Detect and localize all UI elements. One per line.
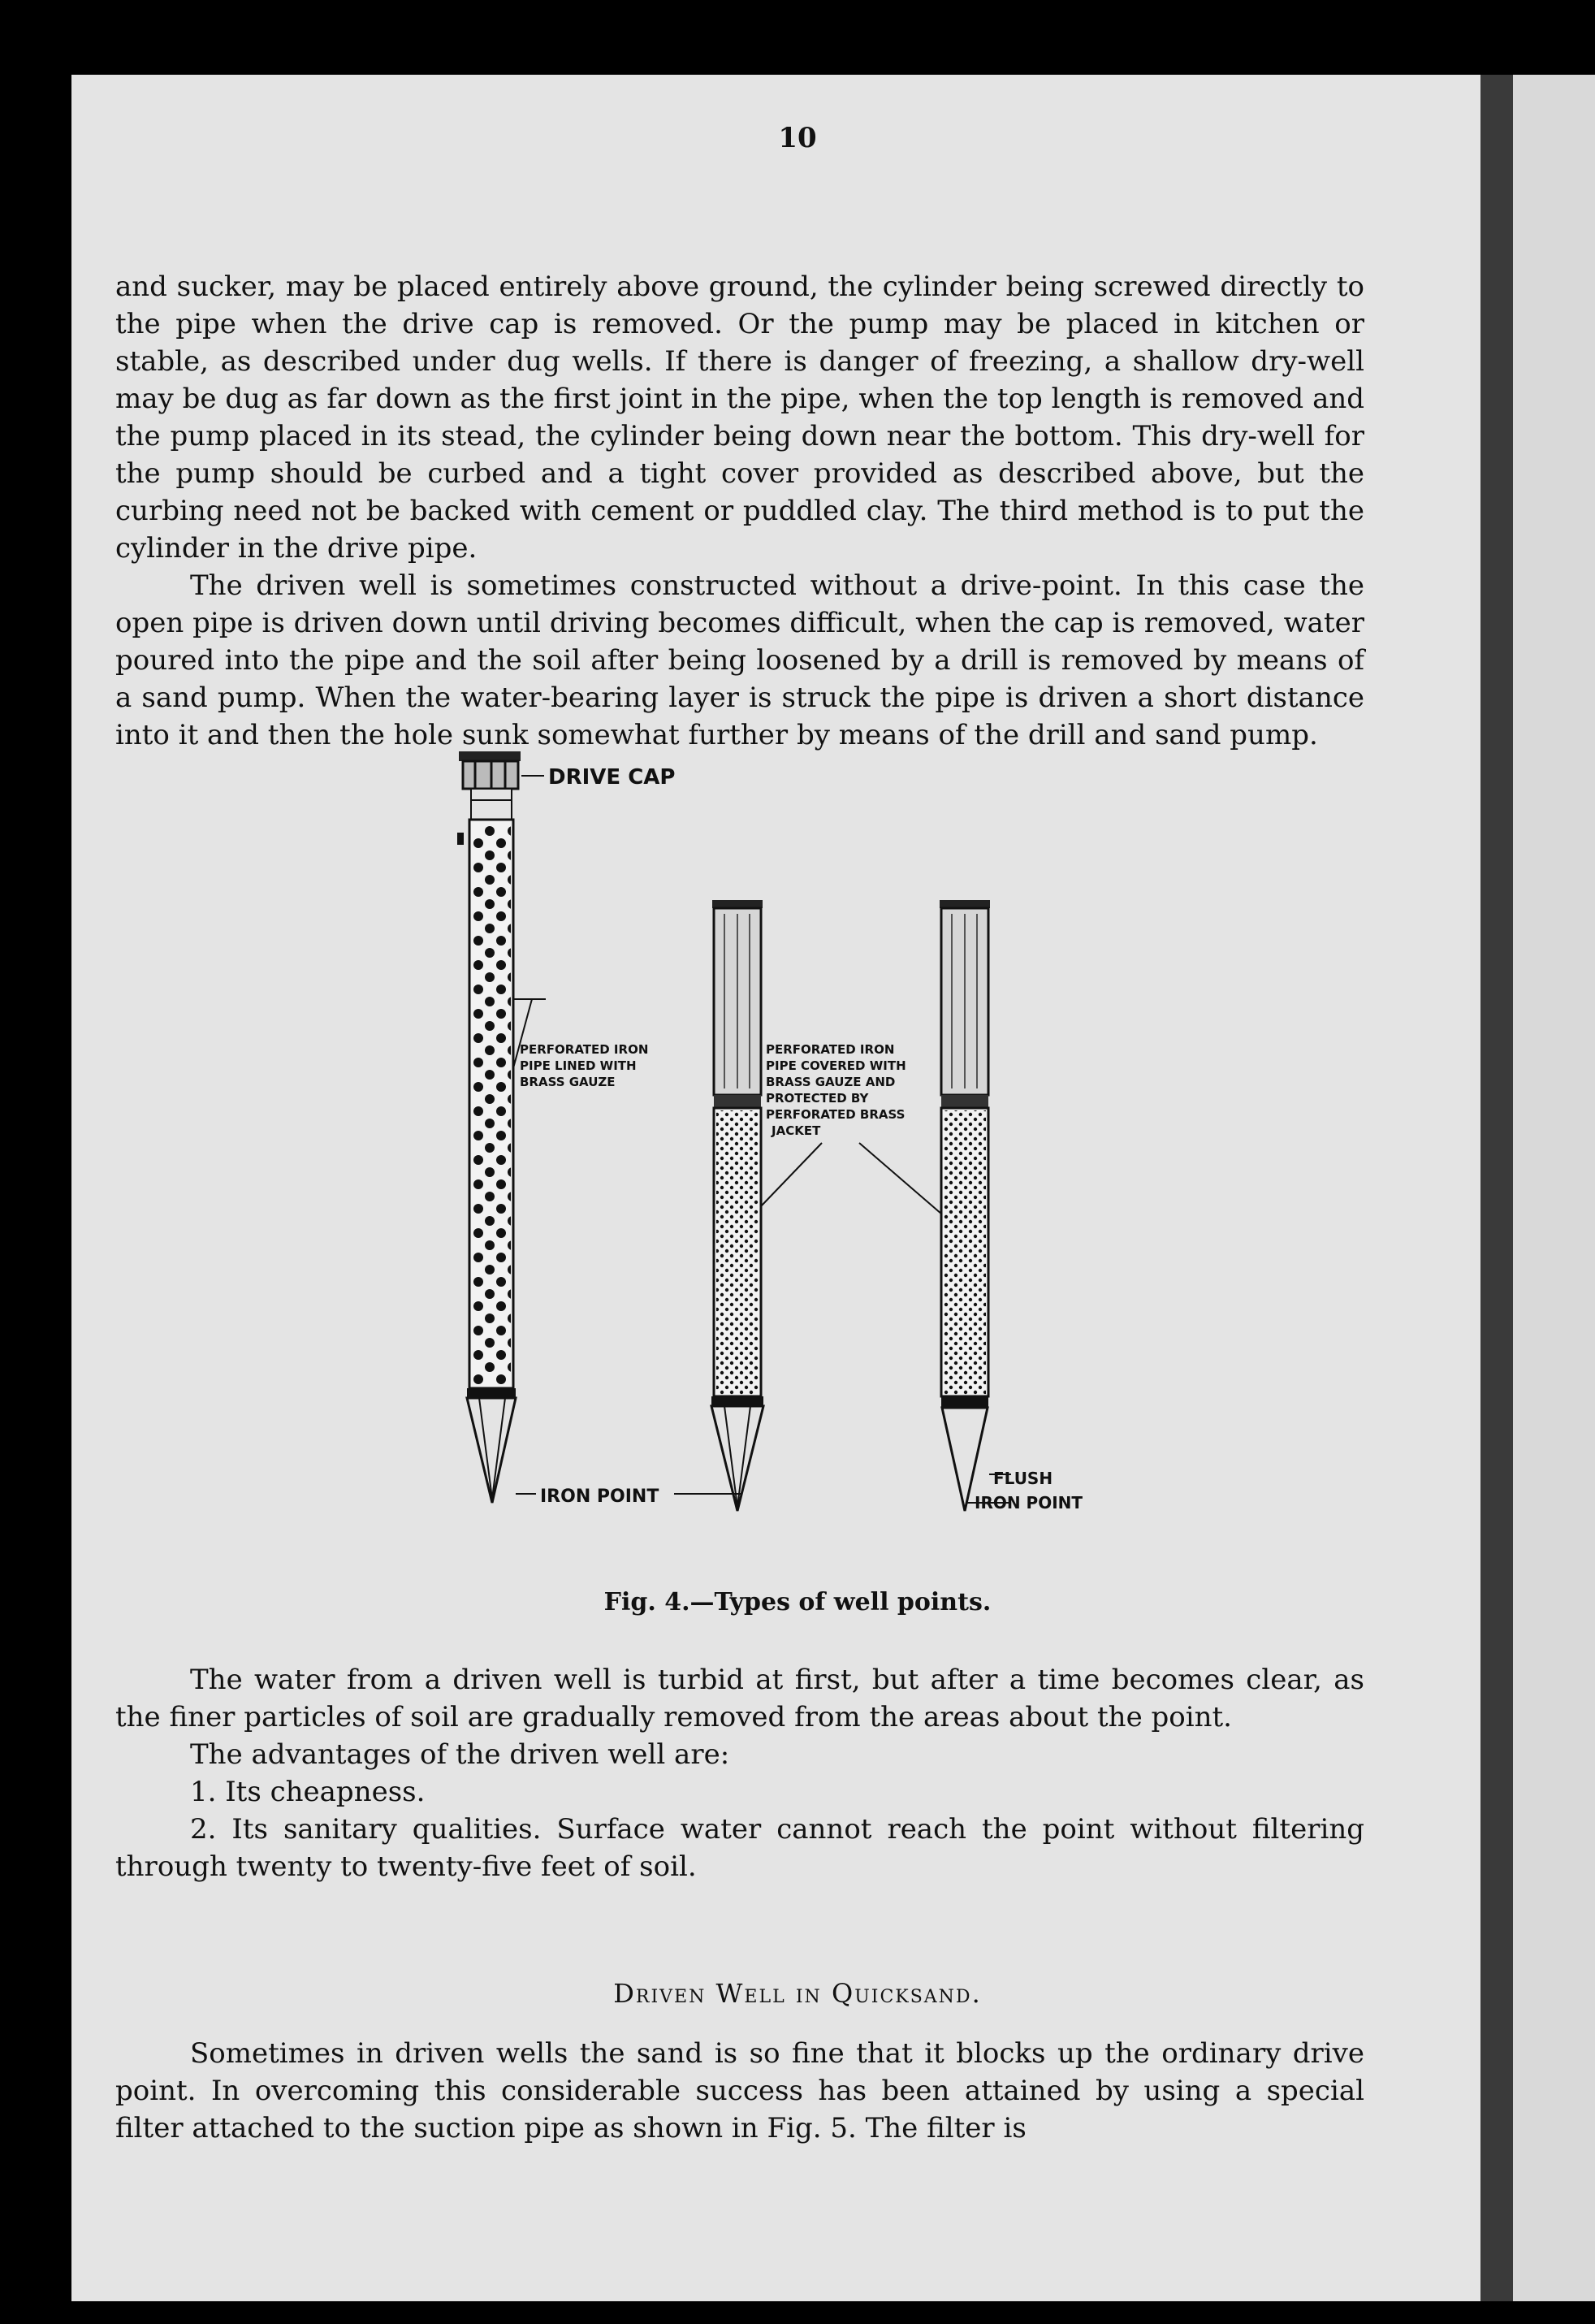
label-covered-2: PIPE COVERED WITH [766, 1058, 906, 1073]
paragraph-2: The driven well is sometimes constructed without a drive-point. In this case the open pipe is driven down until driving becomes difficult, when the cap is removed, water poured into the pipe and the soil after being loosened by a drill is removed by means of a sand pump. When the water-bearing layer is struck the pipe is driven a short distance into it and then the hole sunk somewhat further by means of the drill and sand pump. [115, 569, 1364, 751]
pipe-lined-with-gauze [457, 751, 521, 1503]
book-spine [1480, 75, 1513, 2301]
page-number: 10 [778, 122, 817, 154]
label-drive-cap: DRIVE CAP [548, 765, 676, 790]
figure-caption: Fig. 4.—Types of well points. [603, 1588, 992, 1616]
label-flush-2: IRON POINT [975, 1493, 1083, 1513]
pipe-covered-with-gauze-and-jacket [711, 900, 763, 1511]
list-item-2: 2. Its sanitary qualities. Surface water cannot reach the point without filtering through twenty to twenty-five feet of soil. [115, 1813, 1364, 1883]
text-block-top [115, 268, 1364, 754]
label-flush-1: FLUSH [993, 1469, 1053, 1488]
paragraph-4: The advantages of the driven well are: [190, 1738, 730, 1771]
text-block-middle [115, 1661, 1364, 1885]
well-points-illustration [325, 751, 1137, 1576]
paragraph-3: The water from a driven well is turbid at first, but after a time becomes clear, as the finer particles of soil are gradually removed from the areas about the point. [115, 1664, 1364, 1733]
label-covered-6: JACKET [772, 1123, 821, 1138]
label-perforated-lined-3: BRASS GAUZE [520, 1075, 616, 1089]
facing-page-edge [1513, 75, 1595, 2301]
paragraph-1: and sucker, may be placed entirely above ground, the cylinder being screwed directly to the pipe when the drive cap is removed. Or the pump may be placed in kitchen or stable, as described under dug wells. If there is danger of freezing, a shallow dry-well may be dug as far down as the first joint in the pipe, when the top length is removed and the pump placed in its stead, the cylinder being down near the bottom. This dry-well for the pump should be curbed and a tight cover provided as described above, but the curbing need not be backed with cement or puddled clay. The third method is to put the cylinder in the drive pipe. [115, 270, 1364, 565]
label-iron-point: IRON POINT [540, 1487, 659, 1507]
section-heading: Driven Well in Quicksand. [613, 1978, 982, 2009]
label-covered-5: PERFORATED BRASS [766, 1107, 906, 1122]
figure-well-points [325, 751, 1137, 1576]
label-perforated-lined-2: PIPE LINED WITH [520, 1058, 637, 1073]
text-block-bottom [115, 2035, 1364, 2147]
paragraph-5: Sometimes in driven wells the sand is so fine that it blocks up the ordinary drive point. In overcoming this considerable success has been attained by using a special filter attached to the suction pipe as shown in Fig. 5. The filter is [115, 2037, 1364, 2144]
label-perforated-lined-1: PERFORATED IRON [520, 1042, 649, 1057]
label-covered-1: PERFORATED IRON [766, 1042, 895, 1057]
label-covered-4: PROTECTED BY [766, 1091, 869, 1106]
label-covered-3: BRASS GAUZE AND [766, 1075, 896, 1089]
pipe-flush-point [940, 900, 990, 1511]
list-item-1: 1. Its cheapness. [190, 1776, 426, 1808]
